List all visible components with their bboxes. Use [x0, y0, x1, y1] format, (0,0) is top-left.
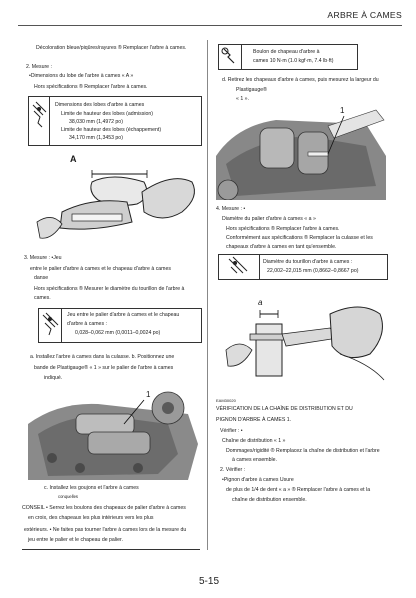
text-line: chaîne de distribution ensemble.: [232, 497, 307, 503]
text-line: Chaîne de distribution « 1 »: [222, 438, 286, 444]
note-line: en croix, des chapeaux les plus intérieurs vers les plus: [28, 515, 154, 521]
figure-journal-measure: [220, 294, 388, 390]
note-line: jeu entre le palier et le chapeau de palier.: [28, 537, 123, 543]
text-line: conquelles: [58, 494, 79, 499]
text-line: Conformément aux spécifications ® Remplacer la culasse et les: [226, 235, 373, 241]
text-line: bande de Plastigauge® « 1 » sur le palier de l'arbre à cames: [34, 365, 174, 371]
spec-icon: [39, 309, 62, 342]
figure-camshaft-head: [28, 384, 198, 480]
text-line: Vérifier : •: [220, 428, 243, 434]
text-line: cames.: [34, 295, 51, 301]
text-line: Décoloration bleue/piqûres/rayures ® Remplacer l'arbre à cames.: [36, 45, 187, 51]
text-line: Dommages/rigidité ® Remplacez la chaîne de distribution et l'arbre: [226, 448, 380, 454]
label-A: A: [70, 154, 77, 164]
step-3-label: 3. Mesure : •Jeu: [24, 255, 62, 261]
text-line: chapeaux d'arbre à cames en tant qu'ensemble.: [226, 244, 337, 250]
text-line: de plus de 1/4 de dent « a » ® Remplacer l'arbre à cames et la: [226, 487, 371, 493]
spec-line: Limite de hauteur des lobes (échappement): [61, 127, 162, 133]
spec-value: 22,002–22,015 mm (0,8662–0,8667 po): [267, 268, 359, 274]
spec-icon: [29, 97, 50, 145]
spec-title: Dimensions des lobes d'arbre à cames: [55, 102, 145, 108]
spec-box-lobe: [28, 96, 202, 146]
spec-box-journal: [218, 254, 388, 280]
text-line: Plastigauge®: [236, 87, 267, 93]
text-line: Hors spécifications ® Remplacer l'arbre à cames.: [226, 226, 340, 232]
header-rule: [18, 25, 402, 26]
label-1: 1: [146, 390, 151, 399]
text-line: entre le palier d'arbre à cames et le chapeau d'arbre à cames: [30, 266, 171, 272]
spec-title: Diamètre du tourillon d'arbre à cames :: [263, 259, 353, 265]
page-title: ARBRE À CAMES: [327, 10, 402, 20]
spec-line: d'arbre à cames :: [67, 321, 107, 327]
label-1: 1: [340, 106, 345, 115]
text-line: •Dimensions du lobe de l'arbre à cames « A »: [29, 73, 134, 79]
text-line: d. Retirez les chapeaux d'arbre à cames, puis mesurez la largeur du: [222, 77, 379, 83]
text-line: Hors spécifications ® Mesurer le diamètre du tourillon de l'arbre à: [34, 286, 185, 292]
section-heading: PIGNON D'ARBRE À CAMES 1.: [216, 417, 292, 423]
torque-line: Boulon de chapeau d'arbre à: [253, 49, 320, 55]
column-divider: [207, 40, 208, 550]
section-heading: VÉRIFICATION DE LA CHAÎNE DE DISTRIBUTION ET DU: [216, 406, 353, 412]
spec-icon: [219, 255, 260, 279]
text-line: « 1 ».: [236, 96, 249, 102]
note-line: extérieurs. • Ne faites pas tourner l'arbre à cames lors de la mesure du: [24, 527, 187, 533]
torque-value: cames 10 N·m (1.0 kgf·m, 7.4 lb·ft): [253, 58, 334, 64]
text-line: à cames ensemble.: [232, 457, 277, 463]
text-line: Hors spécifications ® Remplacer l'arbre à cames.: [34, 84, 148, 90]
step-2-label: 2. Mesure :: [26, 64, 52, 70]
spec-value: 34,170 mm (1,3453 po): [69, 135, 123, 141]
section-code: EAM30020: [216, 398, 236, 403]
text-line: indiqué.: [44, 375, 63, 381]
text-line: 2. Vérifier :: [220, 467, 246, 473]
wrench-icon: [219, 45, 242, 69]
figure-lobe-measure: [32, 152, 202, 244]
spec-line: Limite de hauteur des lobes (admission): [61, 111, 153, 117]
note-rule: [22, 549, 200, 550]
text-line: c. Installez les goujons et l'arbre à cames: [44, 485, 139, 491]
label-a: a: [258, 298, 263, 307]
spec-box-clearance: [38, 308, 202, 343]
note-line: CONSEIL • Serrez les boulons des chapeaux de palier d'arbre à cames: [22, 505, 186, 511]
torque-box: [218, 44, 358, 70]
text-line: •Pignon d'arbre à cames Usure: [222, 477, 294, 483]
text-line: danse: [34, 275, 49, 281]
figure-plastigauge: [216, 106, 386, 200]
spec-value: 38,030 mm (1,4972 po): [69, 119, 123, 125]
text-line: Diamètre du palier d'arbre à cames « a »: [222, 216, 316, 222]
text-line: a. Installez l'arbre à cames dans la culasse. b. Positionnez une: [30, 354, 175, 360]
spec-value: 0,028–0,062 mm (0,0011–0,0024 po): [75, 330, 161, 336]
spec-title: Jeu entre le palier d'arbre à cames et le chapeau: [67, 312, 180, 318]
page-number: 5-15: [199, 576, 220, 587]
step-4-label: 4. Mesure : •: [216, 206, 246, 212]
